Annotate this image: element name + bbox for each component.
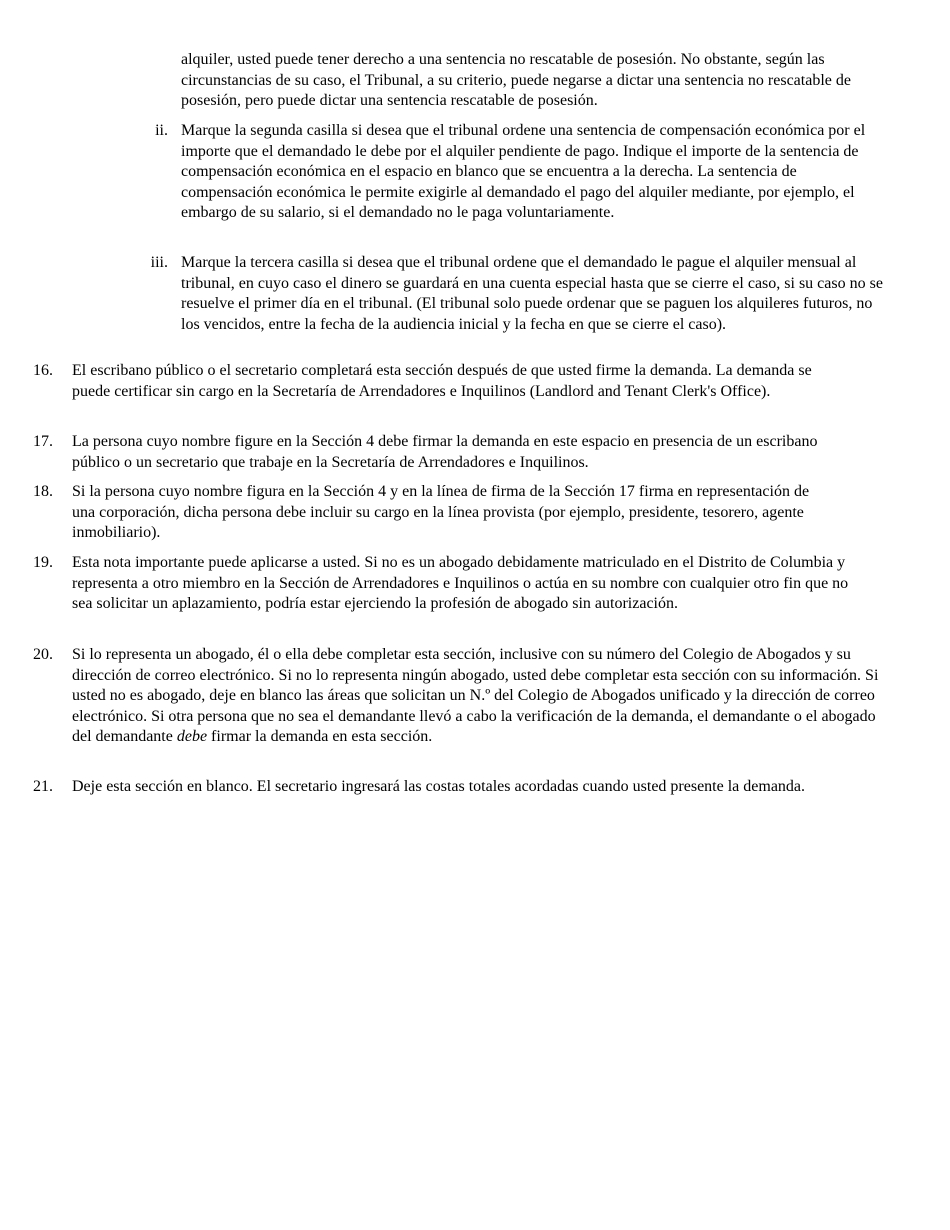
subitem-text: Marque la segunda casilla si desea que el tribunal ordene una sentencia de compensación económica por el importe que el demandado le debe por el alquiler pendiente de pago. Indique el importe de la sentencia de compensación económica en el espacio en blanco que se encuentra a la derecha. La sentencia de compensación económica le permite exigirle al demandado el pago del alquiler mediante, por ejemplo, el embargo de su salario, si el demandado no le paga voluntariamente. <box>181 122 866 222</box>
item-text: Si lo representa un abogado, él o ella debe completar esta sección, inclusive con su número del Colegio de Abogados y su dirección de correo electrónico. Si no lo representa ningún abogado, usted debe completar esta sección con su información. Si usted no es abogado, deje en blanco las áreas que solicitan un N.º del Colegio de Abogados unificado y la dirección de correo electrónico. Si otra persona que no sea el demandante llevó a cabo la verificación de la demanda, el demandante o el abogado del demandante debe firmar la demanda en esta sección. <box>72 646 879 746</box>
subitem-number: iii. <box>150 254 168 271</box>
item-number: 19. <box>33 554 53 571</box>
item-number: 16. <box>33 362 53 379</box>
item-text: Deje esta sección en blanco. El secretario ingresará las costas totales acordadas cuando usted presente la demanda. <box>72 778 806 795</box>
subitem-text: Marque la tercera casilla si desea que el tribunal ordene que el demandado le pague el alquiler mensual al tribunal, en cuyo caso el dinero se guardará en una cuenta especial hasta que se cierre el caso, si su caso no se resuelve el primer día en el tribunal. (El tribunal solo puede ordenar que se paguen los alquileres futuros, no los vencidos, entre la fecha de la audiencia inicial y la fecha en que se cierre el caso). <box>181 254 883 333</box>
item-number: 18. <box>33 483 53 500</box>
item-number: 17. <box>33 433 53 450</box>
item-text: Si la persona cuyo nombre figura en la Sección 4 y en la línea de firma de la Sección 17 firma en representación de una corporación, dicha persona debe incluir su cargo en la línea provista (por ejemplo, presidente, tesorero, agente inmobiliario). <box>72 483 810 542</box>
item-number: 21. <box>33 778 53 795</box>
subitem-number: ii. <box>155 122 168 139</box>
item-text: Esta nota importante puede aplicarse a usted. Si no es un abogado debidamente matriculado en el Distrito de Columbia y representa a otro miembro en la Sección de Arrendadores e Inquilinos o actúa en su nombre con cualquier otro fin que no sea solicitar un aplazamiento, podría estar ejerciendo la profesión de abogado sin autorización. <box>72 554 849 613</box>
subitem-i-continuation: alquiler, usted puede tener derecho a una sentencia no rescatable de posesión. No obstante, según las circunstancias de su caso, el Tribunal, a su criterio, puede negarse a dictar una sentencia no rescatable de posesión, pero puede dictar una sentencia rescatable de posesión. <box>181 51 851 110</box>
emphasis: debe <box>176 728 208 746</box>
item-text: La persona cuyo nombre figure en la Sección 4 debe firmar la demanda en este espacio en presencia de un escribano público o un secretario que trabaje en la Secretaría de Arrendadores e Inquilinos. <box>72 433 818 471</box>
item-text: El escribano público o el secretario completará esta sección después de que usted firme la demanda. La demanda se puede certificar sin cargo en la Secretaría de Arrendadores e Inquilinos (Landlord and Tenant Clerk's Office). <box>72 362 812 400</box>
item-number: 20. <box>33 646 53 663</box>
